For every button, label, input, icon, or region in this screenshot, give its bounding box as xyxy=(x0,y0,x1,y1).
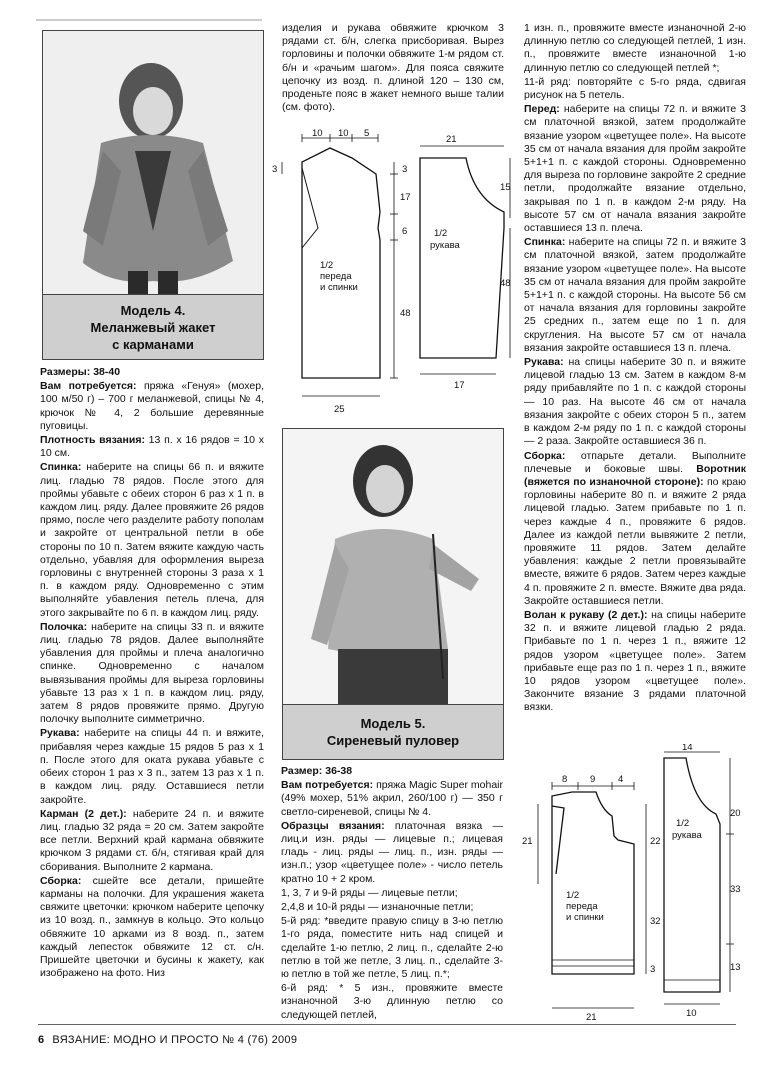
dim-5-right-3: 3 xyxy=(650,964,656,975)
pattern-row-4: 6-й ряд: * 5 изн., провяжите вместе изнаночной 3-ю длинную петлю со следующей петлей, xyxy=(281,982,503,1021)
dim-4-sleeve-top: 21 xyxy=(446,134,457,145)
cuff-text: на спицы наберите 32 п. и вяжите лицевой гладью 2 ряда. Прибавьте по 1 п. через 1 п., вяжите 12 рядов узором «цветущее поле». Затем прибавьте еще раз по 1 п. через 1 п., вяжите 10 рядов узором «цветущее поле». Закончите вязание 3 рядами платочной вязки. xyxy=(524,608,746,714)
sleeve-4-text: наберите на спицы 44 п. и вяжите, прибавляя через каждые 15 рядов 5 раз х 1 п. После этого для оката рукава убавьте с обеих сторон 1 раз х 3 п., затем 13 раз х 1 п. в каждом лиц. ряду. Оставшиеся петли закройте. xyxy=(40,727,265,806)
dim-5-bottom: 21 xyxy=(586,1012,597,1023)
back-5-label: Спинка: xyxy=(524,236,566,249)
woman-in-pullover-illustration xyxy=(283,429,503,705)
woman-in-jacket-illustration xyxy=(43,31,263,303)
need-4-text: пряжа «Генуя» (мохер, 100 м/50 г) – 700 г меланжевой, спицы № 4, крючок № 4, 2 большие деревянные пуговицы. xyxy=(40,380,265,432)
dim-5-right-2: 32 xyxy=(650,916,661,927)
model-4-title xyxy=(42,294,264,360)
sleeves-5-label: Рукава: xyxy=(524,356,564,369)
dim-4-sleeve-right-2: 48 xyxy=(500,278,511,289)
dim-4-right-1: 3 xyxy=(402,164,408,175)
pattern-diagram-model-5 xyxy=(516,744,756,1024)
front-4-text: наберите на спицы 33 п. и вяжите лиц. гладью 78 рядов. Далее выполняйте убавления для проймы и плеча аналогично спинке. Одновременно с началом вывязывания проймы для выреза горловины убавьте 13 раз х 1 п. в каждом лиц. ряду, затем 8 рядов провяжите прямо. Другую полочку выполните симметрично. xyxy=(40,620,265,726)
footer-magazine-title: ВЯЗАНИЕ: МОДНО И ПРОСТО № 4 (76) 2009 xyxy=(52,1034,298,1046)
dim-5-sleeve-right-3: 13 xyxy=(730,962,741,973)
pattern-row-2: 2,4,8 и 10-й ряды — изнаночные петли; xyxy=(281,901,474,914)
back-4-label: Спинка: xyxy=(40,461,82,474)
model-4-photo xyxy=(42,30,264,304)
dim-4-right-2: 17 xyxy=(400,192,411,203)
col3-row-11: 11-й ряд: повторяйте с 5-го ряда, сдвигая рисунок на 5 петель. xyxy=(524,75,746,102)
model-5-title-line1: Модель 5. xyxy=(360,716,426,731)
back-5-text: наберите на спицы 72 п. и вяжите 3 см платочной вязкой, затем продолжайте вязание узором «цветущее поле». На высоте 35 см от начала вязания для пройм закройте 5+1+1 п. с каждой стороны. На высоте 56 см от начала вязания для горловины закройте 25 средних п., затем еще по 1 п. для скругления. На высоте 57 см от начала вязания закройте оставшиеся 13 п. плеча. xyxy=(524,236,746,354)
dim-5-sleeve-right-2: 33 xyxy=(730,884,741,895)
assembly-5-label: Сборка: xyxy=(524,449,566,462)
need-4-label: Вам потребуется: xyxy=(40,380,137,393)
need-5-label: Вам потребуется: xyxy=(281,779,374,792)
column-1-text xyxy=(40,366,264,981)
dim-4-top-2: 10 xyxy=(338,128,349,139)
page-footer xyxy=(38,1034,297,1046)
pocket-text: наберите 24 п. и вяжите лиц. гладью 32 ряда = 20 см. Затем закройте все петли. Верхний край кармана обвяжите крючком 3 рядами ст. б/н, стягивая край для сборивания. Выполните 2 кармана. xyxy=(40,807,264,873)
model-5-photo xyxy=(282,428,504,706)
col3-top-paragraph: 1 изн. п., провяжите вместе изнаночной 2-ю длинную петлю со следующей петлей, 1 изн. п., провяжите вместе изнаночной 1-ю длинную петлю со следующей петлей *; xyxy=(524,22,746,74)
dim-4-left: 3 xyxy=(272,164,278,175)
body-4-outline xyxy=(302,148,380,378)
density-label: Плотность вязания: xyxy=(40,434,145,447)
column-3-text xyxy=(524,22,746,716)
pocket-label: Карман (2 дет.): xyxy=(40,807,127,820)
assembly-4-text: сшейте все детали, пришейте карманы на полочки. Для украшения жакета свяжите цветочки: крючком наберите цепочку из 10 возд. п., замкнув в кольцо. Это кольцо обвяжите 10 арками из 8 возд. п., затем каждый лепесток обвяжите 12 ст. с/н. Пришейте цветочки и бусины к жакету, как изображено на фото. Низ xyxy=(40,874,264,980)
sleeve-5-label-2: рукава xyxy=(672,830,702,841)
patterns-text: платочная вязка — лиц.и изн. ряды — лицевые п.; лицевая гладь - лиц. ряды — лиц. п., изн. ряды — изн.п.; узор «цветущее поле» - число петель кратно 10 + 2 кром. xyxy=(281,819,503,885)
pattern-diagram-model-4 xyxy=(268,128,516,420)
dim-4-right-3: 6 xyxy=(402,226,408,237)
collar-label: Воротник (вяжется по изнаночной стороне): xyxy=(524,462,747,488)
dim-5-top-2: 9 xyxy=(590,774,596,785)
page-number: 6 xyxy=(38,1034,45,1046)
column-2-bottom-text xyxy=(281,765,503,1023)
pattern-row-3: 5-й ряд: *введите правую спицу в 3-ю петлю 1-го ряда, поместите нить над спицей и сделайте 1-ю петлю, 2 лиц. п., сделайте 2-ю петлю в той же петле, 3 лиц. п., сделайте 3-ю петлю в той же петле, 5 лиц. п.*; xyxy=(281,915,503,981)
dim-5-left: 21 xyxy=(522,836,533,847)
column-2-top-text xyxy=(282,22,504,115)
collar-text: по краю горловины наберите 80 п. и вяжите 2 ряда лицевой гладью. Затем прибавьте по 1 п. через каждые 4 п., провяжите 6 рядов. Далее из каждой петли вывяжите 2 петли, провяжите 11 рядов. Затем делайте убавления: каждые 2 петли провязывайте вместе, вяжите 6 рядов. Затем через каждые 4 п. провяжите 2 п. вместе. Вяжите два ряда. Закройте оставшиеся петли. xyxy=(524,475,747,607)
assembly-5-text: отпарьте детали. Выполните плечевые и боковые швы. xyxy=(524,449,746,475)
dim-5-right-1: 22 xyxy=(650,836,661,847)
assembly-4-label: Сборка: xyxy=(40,874,82,887)
model-5-title-line2: Сиреневый пуловер xyxy=(326,733,460,748)
back-4-text: наберите на спицы 66 п. и вяжите лиц. гладью 78 рядов. После этого для проймы убавьте с обеих сторон 6 раз х 1 п. в каждом лиц. ряду. Далее провяжите 26 рядов прямо, после чего разделите работу пополам и закройте от центральной петли в обе стороны по 10 п. Затем вяжите каждую часть отдельно, убавляя для оформления выреза горловины с внутренней стороны 3 раза х 1 п. в каждом ряду. Одновременно с этим выполняйте убавления петель плеча, для этого закрывайте по 6 п. в каждом лиц. ряду. xyxy=(40,461,264,619)
col2-top-paragraph: изделия и рукава обвяжите крючком 3 рядами ст. б/н, слегка присборивая. Вырез горловины и полочки обвяжите 1-м рядом ст. б/н и «рачьим шагом». Для пояса свяжите цепочку из возд. п. длиной 120 – 130 см, проденьте пояс в жакет немного выше талии (см. фото). xyxy=(282,22,504,114)
dim-5-top-1: 8 xyxy=(562,774,568,785)
body-5-label-2: переда xyxy=(566,901,598,912)
sleeve-4-label-2: рукава xyxy=(430,240,460,251)
dim-4-sleeve-bottom: 17 xyxy=(454,380,465,391)
dim-4-sleeve-right-1: 15 xyxy=(500,182,511,193)
dim-5-sleeve-top: 14 xyxy=(682,744,693,753)
body-4-label-3: и спинки xyxy=(320,282,358,293)
dim-4-top-3: 5 xyxy=(364,128,370,139)
body-5-outline xyxy=(552,792,634,974)
sleeve-4-label: Рукава: xyxy=(40,727,80,740)
front-5-text: наберите на спицы 72 п. и вяжите 3 см платочной вязкой, затем продолжайте вязание узором «цветущее поле». На высоте 35 см от начала вязания для пройм закройте 5+1+1 п. с каждой стороны. Одновременно для выреза по горловине закройте 2 средние петли, продолжайте вязание отдельно, закрывая по 1 п. в каждом 2-м ряду. На высоте 57 см от начала вязания закройте оставшиеся 13 п. плеча. xyxy=(524,103,746,235)
sleeve-5-outline xyxy=(664,758,720,992)
model-4-title-line2: Меланжевый жакет xyxy=(90,319,216,335)
body-5-label-3: и спинки xyxy=(566,912,604,923)
patterns-label: Образцы вязания: xyxy=(281,819,385,832)
sleeve-5-dimension-lines xyxy=(664,752,734,1004)
dim-5-sleeve-bottom: 10 xyxy=(686,1008,697,1019)
sleeve-4-outline xyxy=(420,158,504,358)
body-4-label-2: переда xyxy=(320,271,352,282)
front-4-label: Полочка: xyxy=(40,620,88,633)
sleeves-5-text: на спицы наберите 30 п. и вяжите лицевой гладью 13 см. Затем в каждом 8-м ряду прибавляйте по 1 п. с каждой стороны — 10 раз. На высоте 46 см от начала вязания закройте с обеих сторон 5 п., затем в каждом 2-м ряду по 1 п. с каждой стороны — 2 раза. Закройте оставшиеся 36 п. xyxy=(524,356,747,448)
dim-4-bottom: 25 xyxy=(334,404,345,415)
dim-5-sleeve-right-1: 20 xyxy=(730,808,741,819)
front-5-label: Перед: xyxy=(524,103,560,116)
sleeve-4-label-1: 1/2 xyxy=(434,228,448,239)
model-5-title xyxy=(282,704,504,760)
footer-rule xyxy=(38,1024,736,1025)
sizes-5-label: Размер: 36-38 xyxy=(281,765,353,777)
sleeve-5-label-1: 1/2 xyxy=(676,818,690,829)
cuff-label: Волан к рукаву (2 дет.): xyxy=(524,608,648,621)
density-text: 13 п. х 16 рядов = 10 х 10 см. xyxy=(40,434,264,460)
model-4-title-line3: с карманами xyxy=(112,336,194,352)
dim-5-top-3: 4 xyxy=(618,774,624,785)
dim-4-top-1: 10 xyxy=(312,128,323,139)
body-5-label-1: 1/2 xyxy=(566,890,580,901)
top-border xyxy=(0,0,774,22)
need-5-text: пряжа Magic Super mohair (49% мохер, 51% акрил, 260/100 г) — 350 г светло-сиреневой, спицы № 4. xyxy=(281,779,503,818)
body-4-label-1: 1/2 xyxy=(320,260,334,271)
dim-4-right-4: 48 xyxy=(400,308,411,319)
pattern-row-1: 1, 3, 7 и 9-й ряды — лицевые петли; xyxy=(281,886,458,899)
sizes-4-label: Размеры: 38-40 xyxy=(40,366,121,378)
model-4-title-line1: Модель 4. xyxy=(120,302,186,318)
